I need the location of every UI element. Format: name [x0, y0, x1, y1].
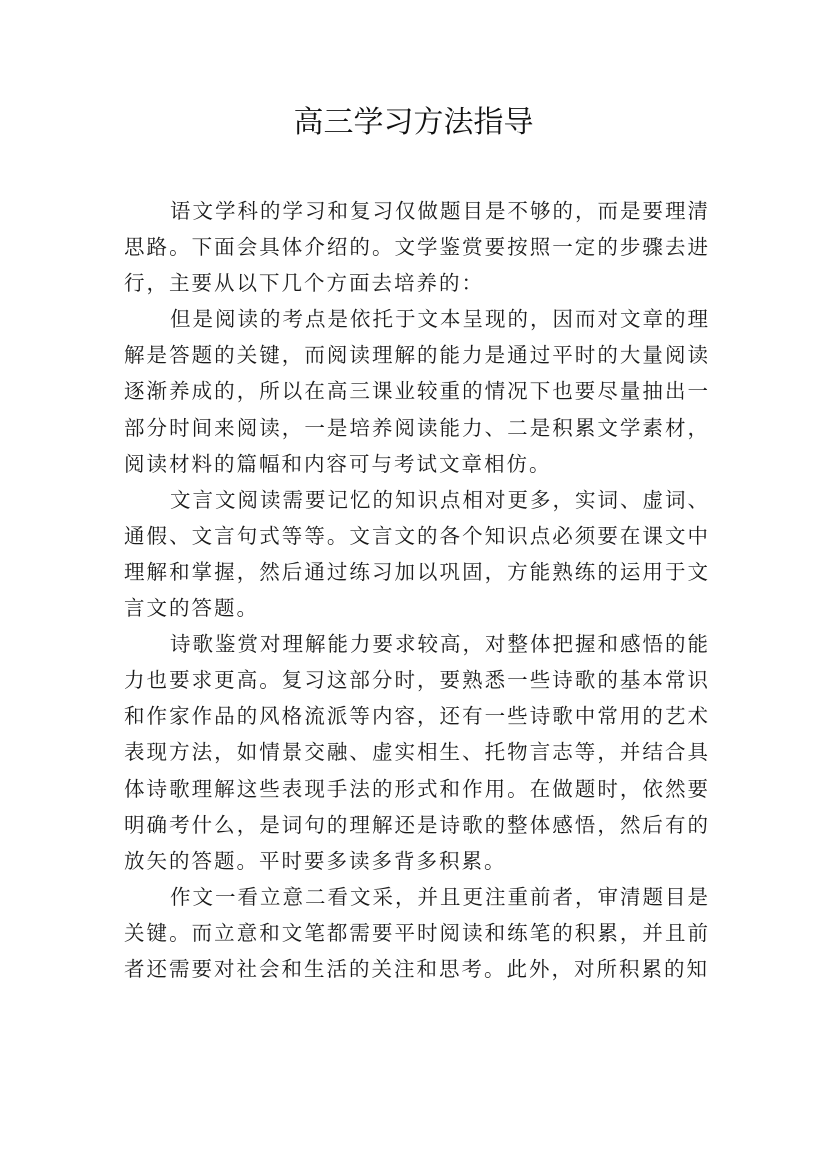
document-body — [124, 193, 710, 987]
paragraph-poetry: 诗歌鉴赏对理解能力要求较高，对整体把握和感悟的能力也要求更高。复习这部分时，要熟悉一些诗歌的基本常识和作家作品的风格流派等内容，还有一些诗歌中常用的艺术表现方法，如情景交融、虚实相生、托物言志等，并结合具体诗歌理解这些表现手法的形式和作用。在做题时，依然要明确考什么，是词句的理解还是诗歌的整体感悟，然后有的放矢的答题。平时要多读多背多积累。 — [124, 632, 710, 873]
paragraph-reading: 但是阅读的考点是依托于文本呈现的，因而对文章的理解是答题的关键，而阅读理解的能力是通过平时的大量阅读逐渐养成的，所以在高三课业较重的情况下也要尽量抽出一部分时间来阅读，一是培养阅读能力、二是积累文学素材，阅读材料的篇幅和内容可与考试文章相仿。 — [124, 307, 710, 476]
page-title: 高三学习方法指导 — [293, 105, 534, 140]
paragraph-composition: 作文一看立意二看文采，并且更注重前者，审清题目是关键。而立意和文笔都需要平时阅读和练笔的积累，并且前者还需要对社会和生活的关注和思考。此外，对所积累的知 — [124, 884, 710, 981]
paragraph-classical-chinese: 文言文阅读需要记忆的知识点相对更多，实词、虚词、通假、文言句式等等。文言文的各个知识点必须要在课文中理解和掌握，然后通过练习加以巩固，方能熟练的运用于文言文的答题。 — [124, 487, 710, 621]
paragraph-intro: 语文学科的学习和复习仅做题目是不够的，而是要理清思路。下面会具体介绍的。文学鉴赏要按照一定的步骤去进行，主要从以下几个方面去培养的： — [124, 199, 710, 296]
